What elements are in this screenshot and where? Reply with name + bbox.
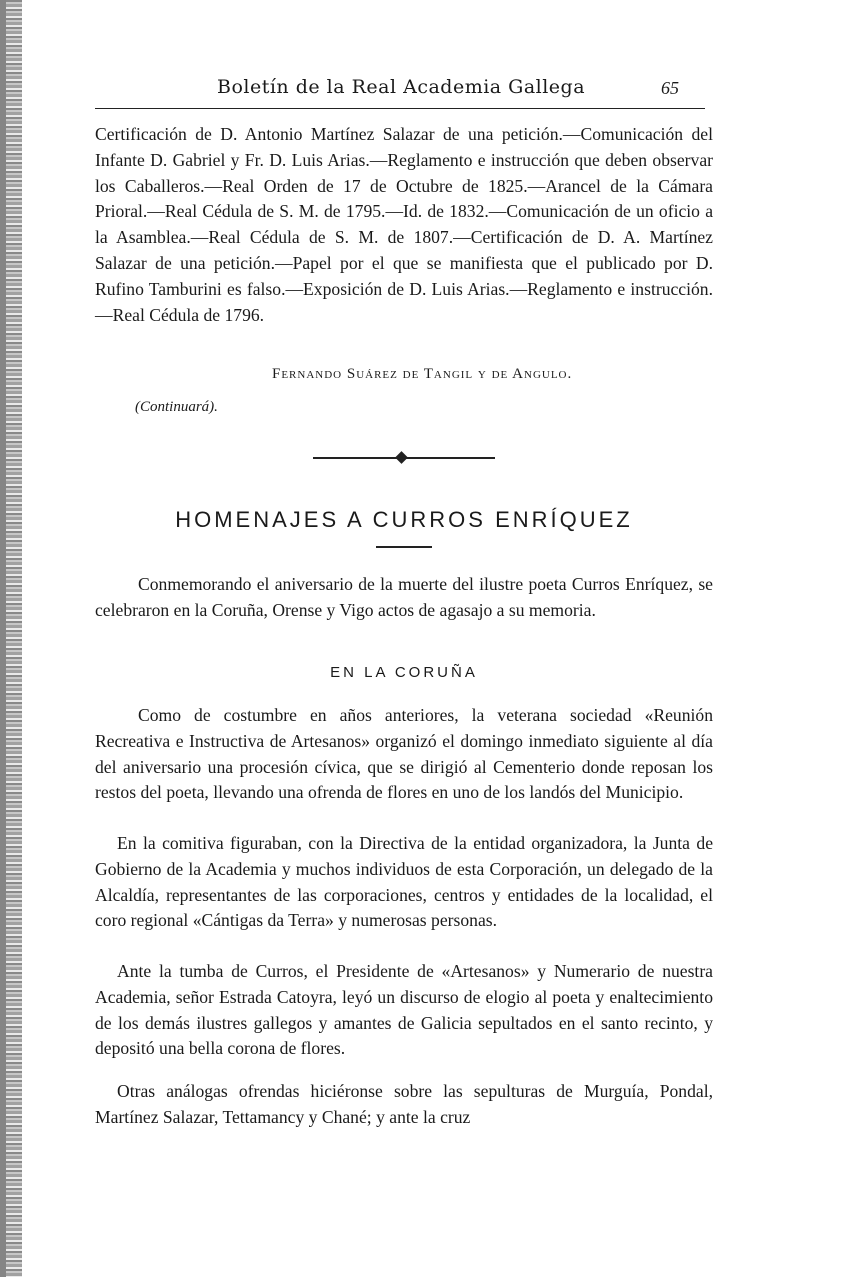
- title-underline: [376, 546, 432, 548]
- article-title: HOMENAJES A CURROS ENRÍQUEZ: [175, 507, 633, 532]
- divider-ornament: [395, 451, 408, 464]
- paragraph: Otras análogas ofrendas hiciéronse sobre las sepulturas de Murguía, Pondal, Martínez Salazar, Tettamancy y Chané; y ante la cruz: [95, 1081, 713, 1127]
- running-header: [95, 72, 705, 109]
- page-number: 65: [661, 78, 679, 98]
- journal-title: Boletín de la Real Academia Gallega: [217, 76, 586, 98]
- section-subtitle: EN LA CORUÑA: [330, 664, 478, 681]
- previous-article-text: Certificación de D. Antonio Martínez Salazar de una petición.—Comunicación del Infante D. Gabriel y Fr. D. Luis Arias.—Reglamento e instrucción que deben observar los Caballeros.—Real Orden de 17 de Octubre de 1825.—Arancel de la Cámara Prioral.—Real Cédula de S. M. de 1795.—Id. de 1832.—Comunicación de un oficio a la Asamblea.—Real Cédula de S. M. de 1807.—Certificación de D. A. Martínez Salazar de una petición.—Papel por el que se manifiesta que el publicado por D. Rufino Tamburini es falso.—Exposición de D. Luis Arias.—Reglamento e instrucción.—Real Cédula de 1796.: [95, 124, 713, 325]
- book-spine-edge: [0, 0, 22, 1277]
- continued-note: (Continuará).: [135, 399, 218, 415]
- paragraph: En la comitiva figuraban, con la Directiva de la entidad organizadora, la Junta de Gobierno de la Academia y muchos individuos de esta Corporación, un delegado de la Alcaldía, representantes de las corporaciones, centros y entidades de la localidad, el coro regional «Cántigas da Terra» y numerosas personas.: [95, 833, 713, 931]
- paragraph: Ante la tumba de Curros, el Presidente de «Artesanos» y Numerario de nuestra Academia, señor Estrada Catoyra, leyó un discurso de elogio al poeta y enaltecimiento de los demás ilustres gallegos y amantes de Galicia sepultados en el santo recinto, y depositó una bella corona de flores.: [95, 961, 713, 1059]
- author-signature: Fernando Suárez de Tangil y de Angulo.: [272, 366, 573, 382]
- paragraph: Como de costumbre en años anteriores, la veterana sociedad «Reunión Recreativa e Instructiva de Artesanos» organizó el domingo inmediato siguiente al día del aniversario una procesión cívica, que se dirigió al Cementerio donde reposan los restos del poeta, llevando una ofrenda de flores en uno de los landós del Municipio.: [95, 705, 713, 803]
- article-intro: Conmemorando el aniversario de la muerte del ilustre poeta Curros Enríquez, se celebraron en la Coruña, Orense y Vigo actos de agasajo a su memoria.: [95, 574, 713, 620]
